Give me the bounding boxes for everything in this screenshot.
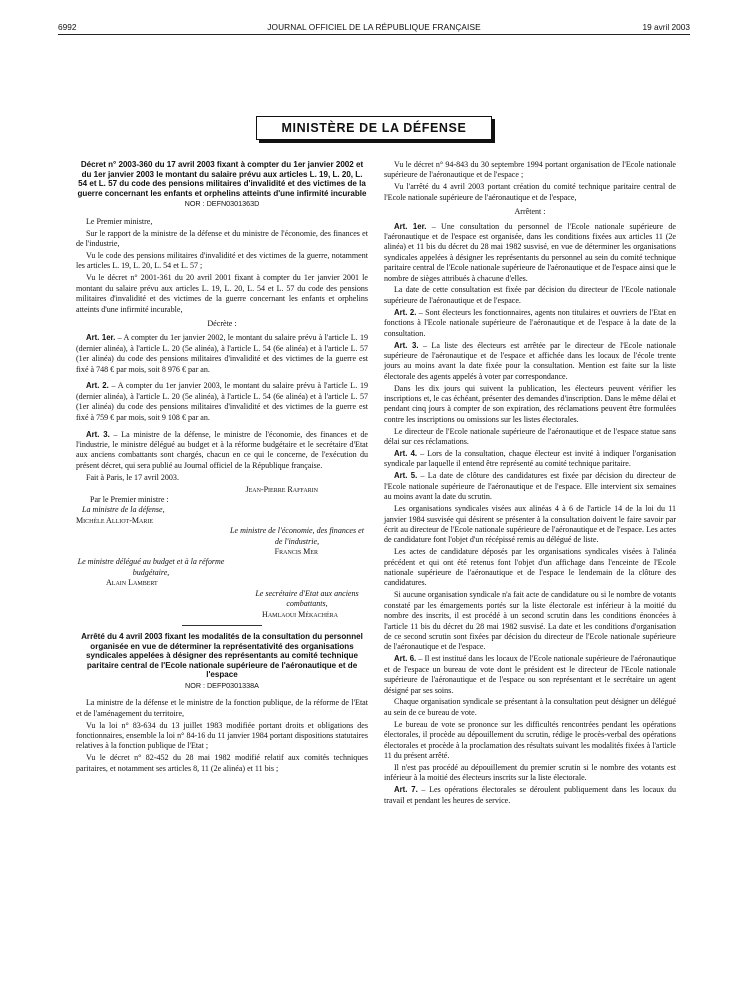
decret-intro-3: Vu le code des pensions militaires d'invalidité et des victimes de la guerre, notamment les articles L. 19, L. 20, L. 54 et L. 57 ;	[76, 251, 368, 271]
article-text: – A compter du 1er janvier 2003, le montant du salaire prévu à l'article L. 19 (dernier alinéa), à l'article L. 20 (5e alinéa), à l'article L. 54 (6e alinéa) et à l'article L. 57 (1er alinéa) du code des pensions militaires d'invalidité et des victimes de la guerre est fixé à 759 € par mois, soit 9 108 € par an.	[76, 381, 368, 422]
arrete-paragraph: Si aucune organisation syndicale n'a fait acte de candidature ou si le nombre de votants constaté par les émargements portés sur la liste électorale est inférieur à la moitié du nombre des inscrits, il est procédé à un second scrutin dans les conditions énoncées à l'article 11 bis du décret du 28 mai 1982 susvisé. La date et les conditions d'organisation de ce second scrutin sont fixées par décision du directeur de l'Ecole nationale supérieure de l'aéronautique et de l'espace.	[384, 590, 676, 652]
arrete-visa-5: Vu l'arrêté du 4 avril 2003 portant création du comité technique paritaire central de l'Ecole nationale supérieure de l'aéronautique et de l'espace,	[384, 182, 676, 202]
min-eco-name: Francis Mer	[274, 547, 318, 557]
decret-intro-4: Vu le décret n° 2001-361 du 20 avril 2001 fixant à compter du 1er janvier 2001 le montant du salaire prévu aux articles L. 19, L. 20, L. 54 et L. 57 du code des pensions militaires d'invalidité et des victimes de la guerre concernant les enfants et orphelins atteints d'une infirmité incurable,	[76, 273, 368, 314]
decret-article	[76, 430, 368, 472]
arrete-article	[384, 341, 676, 383]
publication-date: 19 avril 2003	[642, 22, 690, 32]
left-column	[76, 160, 368, 776]
journal-title: JOURNAL OFFICIEL DE LA RÉPUBLIQUE FRANÇAISE	[267, 22, 481, 32]
page-header	[58, 20, 690, 35]
arrete-article	[384, 471, 676, 502]
article-label: Art. 6.	[394, 654, 417, 664]
decret-title: Décret n° 2003-360 du 17 avril 2003 fixant à compter du 1er janvier 2002 et du 1er janvier 2003 le montant du salaire prévu aux articles L. 19, L. 20, L. 54 et L. 57 du code des pensions militaires d'invalidité et des victimes de la guerre concernant les enfants et orphelins atteints d'une infirmité incurable	[77, 160, 367, 198]
article-label: Art. 3.	[394, 340, 419, 350]
arrete-paragraph: Les organisations syndicales visées aux alinéas 4 à 6 de l'article 14 de la loi du 11 janvier 1984 susvisée qui désirent se présenter à la consultation doivent le faire savoir par écrit au directeur de l'Ecole nationale supérieure de l'aéronautique et de l'espace. Les actes de candidature font l'objet d'un récépissé remis au délégué de liste.	[384, 504, 676, 545]
arrete-paragraph: Chaque organisation syndicale se présentant à la consultation peut désigner un délégué au sein de ce bureau de vote.	[384, 697, 676, 717]
arrete-article	[384, 308, 676, 339]
article-label: Art. 2.	[394, 307, 417, 317]
arrete-paragraph: Dans les dix jours qui suivent la publication, les électeurs peuvent vérifier les inscriptions et, le cas échéant, présenter des demandes d'inscription. Dans le même délai et pendant cinq jours à compter de son expiration, des réclamations peuvent être formulées contre les inscriptions ou omissions sur les listes électorales.	[384, 383, 676, 424]
decret-article	[76, 381, 368, 423]
arrete-paragraph: Les actes de candidature déposés par les organisations syndicales visées à l'alinéa précédent et qui ont été retenus font l'objet d'un affichage dans l'enceinte de l'Ecole nationale supérieure de l'aéronautique et de l'espace le lendemain de la clôture des candidatures.	[384, 547, 676, 588]
article-label: Art. 4.	[394, 449, 418, 459]
article-label: Art. 3.	[86, 429, 110, 439]
article-label: Art. 2.	[86, 381, 109, 391]
decret-nor: NOR : DEFN0301363D	[184, 199, 260, 209]
min-def-name: Michèle Alliot-Marie	[76, 515, 154, 525]
arrete-paragraph: Il n'est pas procédé au dépouillement du premier scrutin si le nombre des votants est inférieur à la moitié des électeurs inscrits sur la liste électorale.	[384, 762, 676, 783]
pm-signature: Jean-Pierre Raffarin	[245, 484, 318, 494]
article-text: – A compter du 1er janvier 2002, le montant du salaire prévu à l'article L. 19 (dernier alinéa), à l'article L. 20 (5e alinéa), à l'article L. 54 (6e alinéa) et à l'article L. 57 (1er alinéa) du code des pensions militaires d'invalidité et des victimes de la guerre est fixé à 748 € par mois, soit 8 976 € par an.	[76, 333, 368, 374]
article-text: – Sont électeurs les fonctionnaires, agents non titulaires et ouvriers de l'Etat en fonctions à l'Ecole nationale supérieure de l'aéronautique et de l'espace à la date de la consultation.	[384, 307, 676, 338]
article-text: – Il est institué dans les locaux de l'Ecole nationale supérieure de l'aéronautique et de l'espace un bureau de vote dont le président est le directeur de l'Ecole nationale supérieure de l'aéronautique et de l'espace ou son représentant et le secrétaire un agent désigné par ses soins.	[384, 654, 676, 695]
decret-article	[76, 333, 368, 375]
arrete-paragraph: Le directeur de l'Ecole nationale supérieure de l'aéronautique et de l'espace statue sans délai sur ces réclamations.	[384, 426, 676, 447]
min-eco-title: Le ministre de l'économie, des finances et de l'industrie,	[230, 526, 364, 546]
article-label: Art. 1er.	[86, 333, 116, 343]
done-at: Fait à Paris, le 17 avril 2003.	[86, 472, 179, 482]
arrete-nor: NOR : DEFP0301338A	[185, 680, 259, 690]
article-text: – Une consultation du personnel de l'Ecole nationale supérieure de l'aéronautique et de l'espace est organisée, dans les conditions fixées aux articles 11 (2e alinéa) et 11 bis du décret du 28 mai 1982 susvisé, en vue de déterminer les organisations syndicales appelées à désigner les représentants du personnel au sein du comité technique paritaire central de l'Ecole nationale supérieure de l'aéronautique et de l'espace ainsi que le nombre de sièges attribués à chacune d'elles.	[384, 221, 676, 283]
article-text: – La ministre de la défense, le ministre de l'économie, des finances et de l'industrie, le ministre délégué au budget et à la réforme budgétaire et le secrétaire d'Etat aux anciens combattants sont chargés, chacun en ce qui le concerne, de l'exécution du présent décret, qui sera publié au Journal officiel de la République française.	[76, 429, 368, 470]
arrete-article	[384, 449, 676, 470]
arretent-heading: Arrêtent :	[514, 207, 546, 217]
page-number: 6992	[58, 22, 77, 32]
ministry-heading: MINISTÈRE DE LA DÉFENSE	[256, 116, 492, 140]
arrete-paragraph: Le bureau de vote se prononce sur les difficultés rencontrées pendant les opérations électorales, il procède au dépouillement du scrutin, rédige le procès-verbal des opérations électorales et procède à la proclamation des résultats suivant les modalités fixées à l'article 11 du présent arrêté.	[384, 719, 676, 760]
decret-intro-1: Le Premier ministre,	[86, 216, 153, 226]
article-label: Art. 1er.	[394, 221, 427, 231]
article-label: Art. 5.	[394, 471, 418, 481]
sec-name: Hamlaoui Mékachéra	[262, 609, 338, 619]
arrete-visa-1: La ministre de la défense et le ministre de la fonction publique, de la réforme de l'Etat et de l'aménagement du territoire,	[76, 698, 368, 718]
article-text: – La liste des électeurs est arrêtée par le directeur de l'Ecole nationale supérieure de l'aéronautique et de l'espace et affichée dans les locaux de l'école trente jours au moins avant la date fixée pour la consultation. Mention est faite sur la liste électorale des agents appelés à voter par correspondance.	[384, 340, 676, 381]
min-budget-name: Alain Lambert	[106, 578, 158, 588]
article-text: – Les opérations électorales se déroulent publiquement dans les locaux du travail et pendant les heures de service.	[384, 785, 676, 805]
decret-intro-2: Sur le rapport de la ministre de la défense et du ministre de l'économie, des finances et de l'industrie,	[76, 228, 368, 249]
arrete-article	[384, 785, 676, 806]
arrete-article	[384, 222, 676, 284]
sec-title: Le secrétaire d'Etat aux anciens combattants,	[255, 588, 359, 609]
right-column	[384, 160, 676, 807]
article-label: Art. 7.	[394, 785, 418, 795]
separator-line	[182, 625, 262, 626]
par-pm: Par le Premier ministre :	[90, 495, 169, 505]
article-text: – La date de clôture des candidatures est fixée par décision du directeur de l'Ecole nationale supérieure de l'aéronautique et de l'espace. Elle intervient six semaines au moins avant la date du scrutin.	[384, 471, 676, 502]
arrete-visa-2: Vu la loi n° 83-634 du 13 juillet 1983 modifiée portant droits et obligations des fonctionnaires, ensemble la loi n° 84-16 du 11 janvier 1984 portant dispositions statutaires relatives à la fonction publique de l'Etat ;	[76, 720, 368, 751]
decrete-heading: Décrète :	[207, 318, 237, 328]
article-text: – Lors de la consultation, chaque électeur est invité à indiquer l'organisation syndicale par laquelle il entend être représenté au comité technique paritaire.	[384, 449, 676, 469]
min-def-title: La ministre de la défense,	[82, 505, 165, 515]
min-budget-title: Le ministre délégué au budget et à la réforme budgétaire,	[77, 557, 225, 577]
arrete-article	[384, 654, 676, 696]
arrete-visa-3: Vu le décret n° 82-452 du 28 mai 1982 modifié relatif aux comités techniques paritaires, et notamment ses articles 8, 11 (2e alinéa) et 11 bis ;	[76, 753, 368, 773]
arrete-paragraph: La date de cette consultation est fixée par décision du directeur de l'Ecole nationale supérieure de l'aéronautique et de l'espace.	[384, 285, 676, 305]
arrete-title: Arrêté du 4 avril 2003 fixant les modalités de la consultation du personnel organisée en vue de déterminer la représentativité des organisations syndicales appelées à désigner des représentants au comité technique paritaire central de l'Ecole nationale supérieure de l'aéronautique et de l'espace	[81, 631, 363, 680]
arrete-visa-4: Vu le décret n° 94-843 du 30 septembre 1994 portant organisation de l'Ecole nationale supérieure de l'aéronautique et de l'espace ;	[384, 160, 676, 180]
